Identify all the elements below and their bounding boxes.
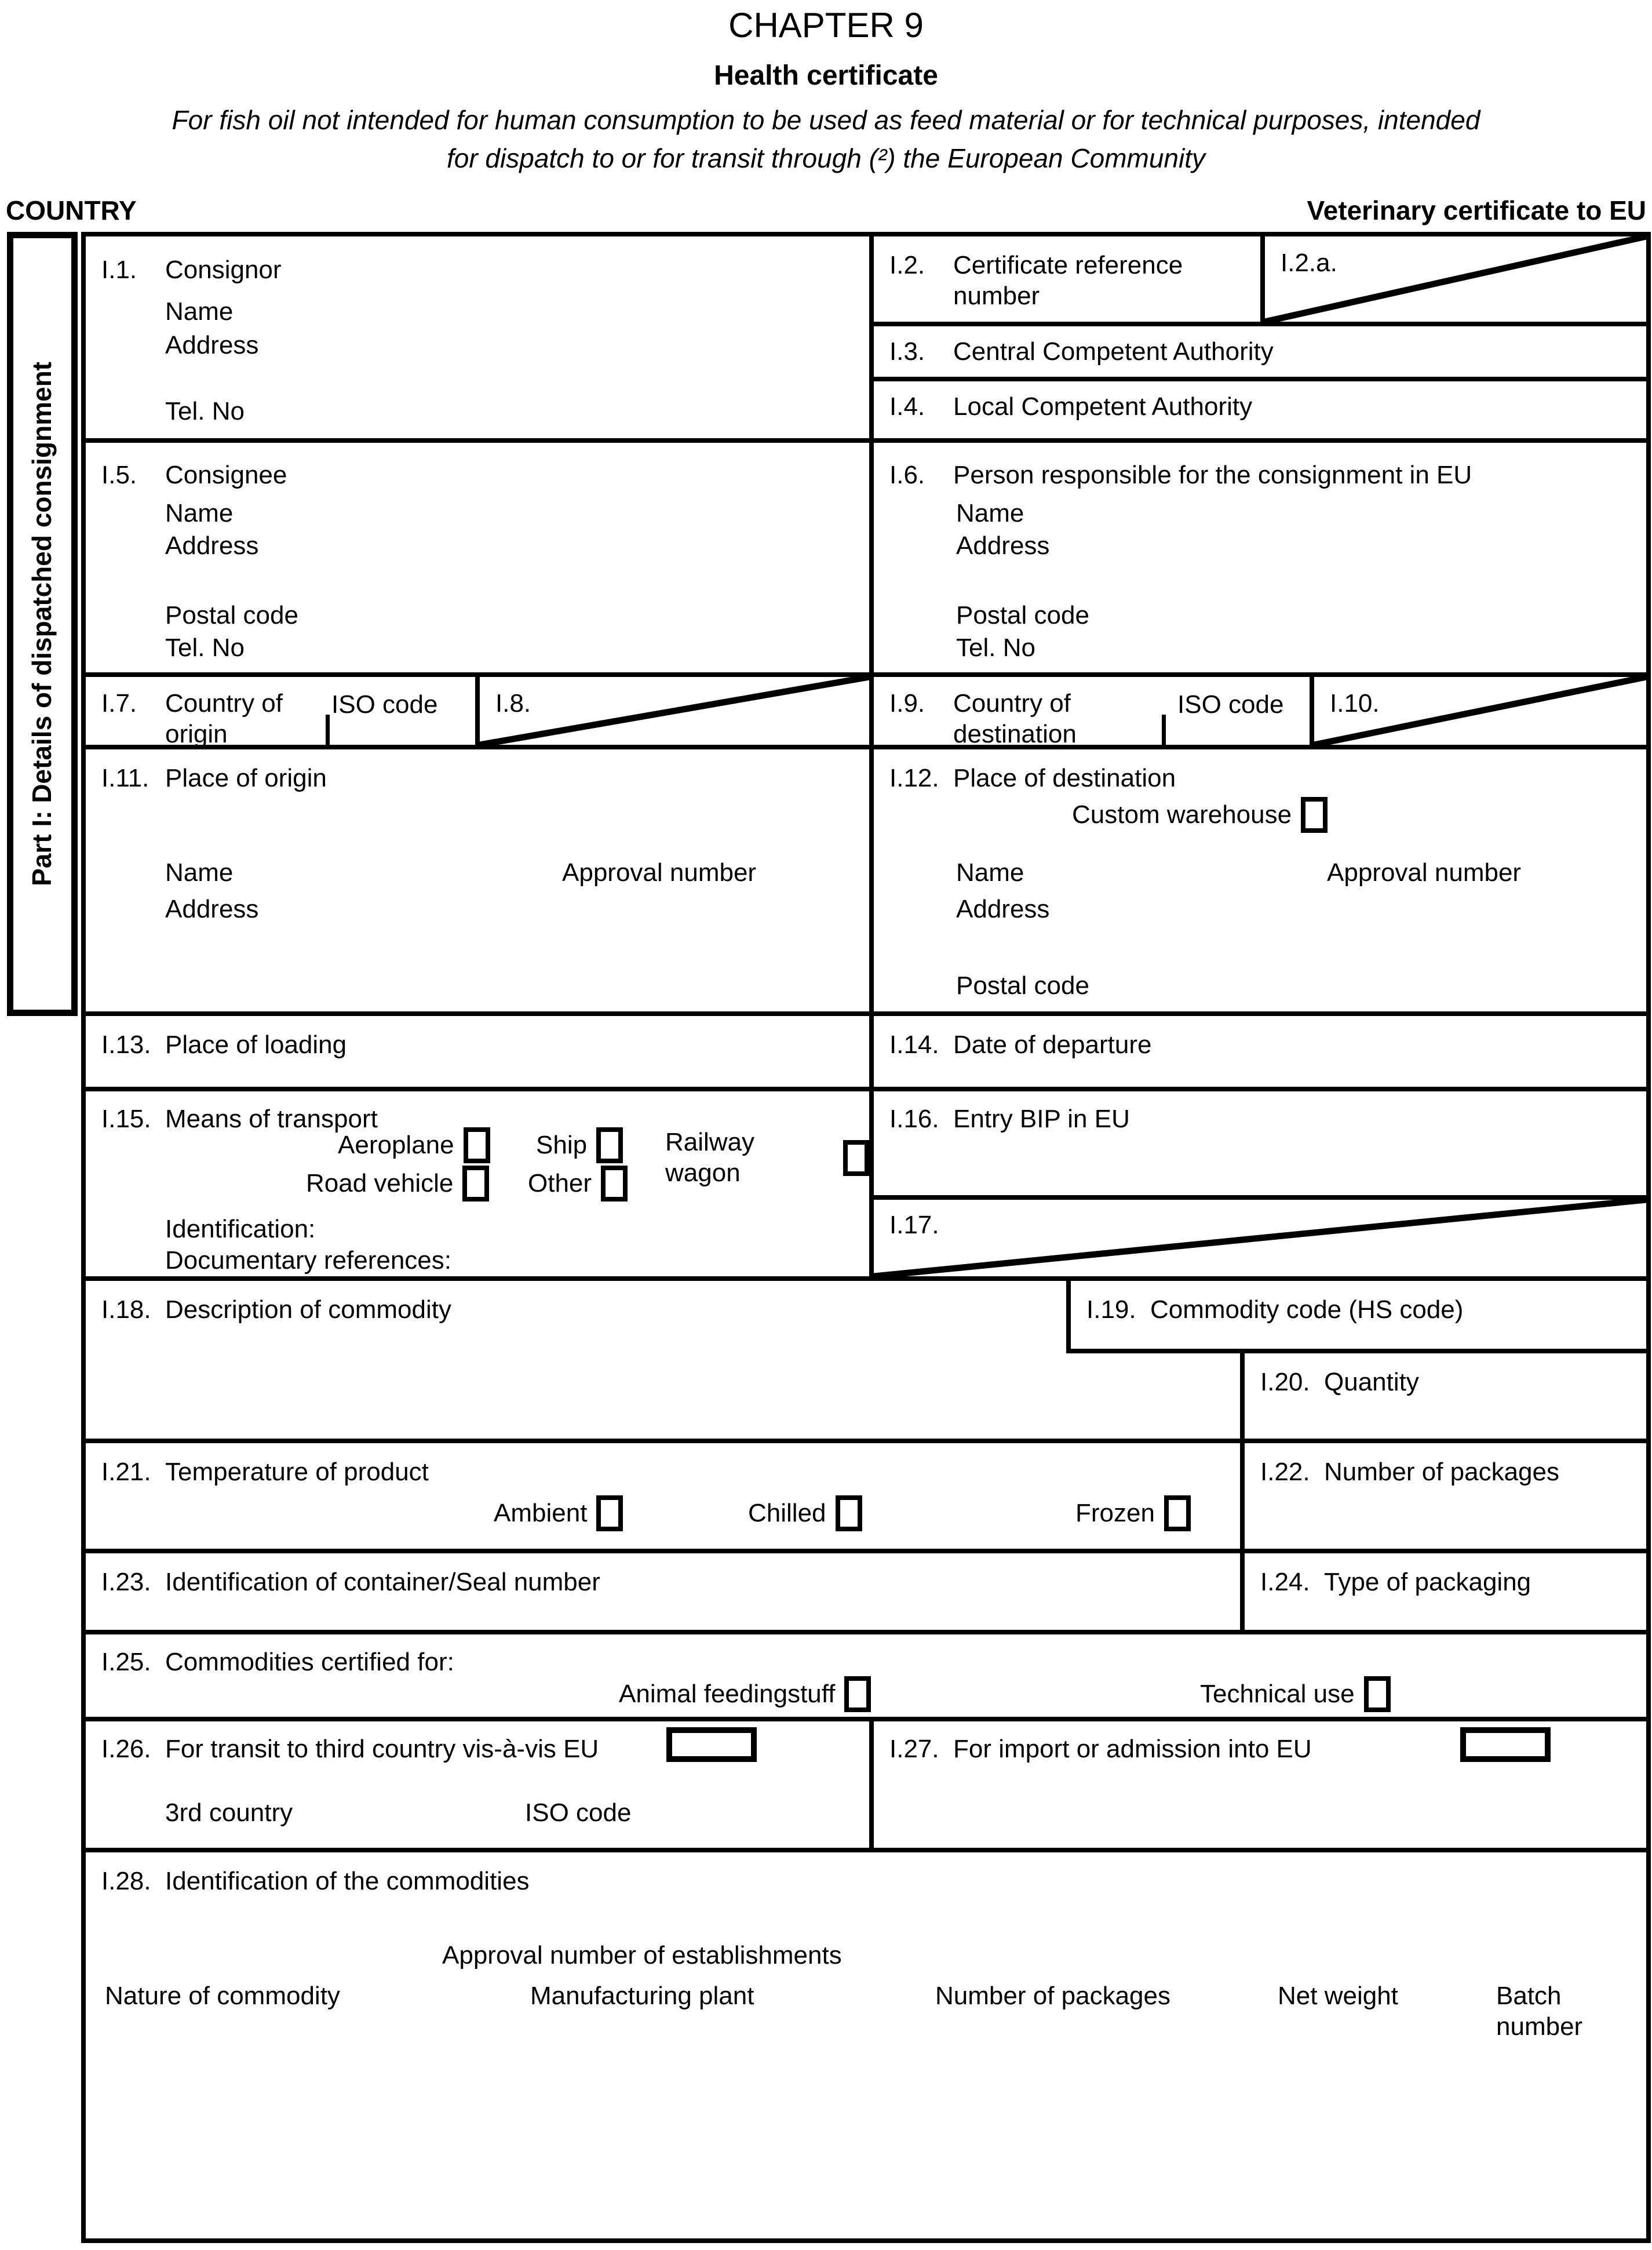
field-number: I.10. xyxy=(1330,689,1380,718)
field-i9-country-of-destination xyxy=(869,672,1314,749)
animal-feedingstuff-label: Animal feedingstuff xyxy=(619,1679,836,1708)
field-number: I.2.a. xyxy=(1281,249,1337,277)
column-nature-of-commodity: Nature of commodity xyxy=(105,1982,340,2010)
custom-warehouse-label: Custom warehouse xyxy=(1072,800,1292,829)
field-number: I.2. xyxy=(889,251,925,279)
field-number: I.14. xyxy=(889,1031,939,1059)
iso-column-tick xyxy=(326,715,330,745)
address-label: Address xyxy=(165,895,259,923)
field-label: For transit to third country vis-à-vis EU xyxy=(165,1735,599,1763)
field-i18-description-of-commodity xyxy=(81,1276,1245,1443)
chilled-label: Chilled xyxy=(748,1498,826,1527)
field-label: Entry BIP in EU xyxy=(953,1105,1130,1133)
iso-column-tick xyxy=(1162,715,1166,745)
ambient-label: Ambient xyxy=(494,1498,588,1527)
ambient-checkbox[interactable] xyxy=(596,1495,623,1531)
field-label: Place of loading xyxy=(165,1031,347,1059)
field-i7-country-of-origin xyxy=(81,672,480,749)
approval-establishments-header: Approval number of establishments xyxy=(442,1941,842,1969)
identification-label: Identification: xyxy=(165,1215,316,1243)
chilled-checkbox[interactable] xyxy=(836,1495,862,1531)
field-number: I.17. xyxy=(889,1211,939,1239)
field-label: Commodities certified for: xyxy=(165,1648,454,1676)
field-i10-struck xyxy=(1310,672,1651,749)
field-i17-struck xyxy=(869,1195,1651,1281)
field-label: Identification of the commodities xyxy=(165,1867,530,1895)
ship-label: Ship xyxy=(536,1130,588,1159)
field-i16-entry-bip xyxy=(869,1087,1651,1200)
part1-sidebar-label: Part I: Details of dispatched consignment xyxy=(27,362,57,886)
tel-label: Tel. No xyxy=(165,634,245,662)
field-label: Person responsible for the consignment in EU xyxy=(953,461,1472,489)
other-checkbox[interactable] xyxy=(601,1166,628,1202)
field-i15-means-of-transport xyxy=(81,1087,874,1281)
field-label: Consignee xyxy=(165,461,287,489)
field-number: I.22. xyxy=(1260,1458,1310,1486)
field-i21-temperature xyxy=(81,1439,1245,1553)
transit-checkbox[interactable] xyxy=(666,1727,757,1762)
custom-warehouse-checkbox[interactable] xyxy=(1301,797,1328,833)
technical-use-label: Technical use xyxy=(1200,1679,1355,1708)
field-number: I.6. xyxy=(889,461,925,489)
field-i2a-struck xyxy=(1260,232,1651,326)
field-number: I.19. xyxy=(1086,1295,1136,1324)
column-manufacturing-plant: Manufacturing plant xyxy=(530,1982,754,2010)
subtitle-line-1: For fish oil not intended for human consumption to be used as feed material or for technical purposes, intended xyxy=(172,105,1480,135)
field-i6-person-responsible xyxy=(869,438,1651,677)
field-label: Country of destination xyxy=(953,689,1077,748)
field-label: Consignor xyxy=(165,256,282,284)
field-i26-transit-third-country xyxy=(81,1717,874,1852)
field-i8-struck xyxy=(475,672,874,749)
iso-code-label: ISO code xyxy=(1177,690,1284,719)
field-i2-certificate-reference xyxy=(869,232,1265,326)
name-label: Name xyxy=(165,858,234,887)
column-batch-number: Batch number xyxy=(1496,1982,1583,2041)
iso-code-label: ISO code xyxy=(331,690,438,719)
name-label: Name xyxy=(956,858,1024,887)
part1-sidebar xyxy=(7,232,78,1016)
field-label: Temperature of product xyxy=(165,1458,429,1486)
field-label: Type of packaging xyxy=(1324,1568,1531,1596)
documentary-references-label: Documentary references: xyxy=(165,1246,451,1275)
field-number: I.12. xyxy=(889,764,939,792)
field-label: Number of packages xyxy=(1324,1458,1559,1486)
approval-number-label: Approval number xyxy=(1327,858,1522,887)
name-label: Name xyxy=(165,297,234,326)
animal-feedingstuff-checkbox[interactable] xyxy=(844,1676,871,1712)
field-i27-import-admission xyxy=(869,1717,1651,1852)
field-i12-place-of-destination xyxy=(869,745,1651,1016)
field-number: I.4. xyxy=(889,392,925,421)
field-number: I.20. xyxy=(1260,1368,1310,1396)
veterinary-certificate-label: Veterinary certificate to EU xyxy=(1307,195,1646,225)
field-number: I.23. xyxy=(101,1568,151,1596)
field-i25-commodities-certified xyxy=(81,1630,1651,1721)
postal-code-label: Postal code xyxy=(956,601,1089,629)
address-label: Address xyxy=(165,331,259,359)
page-title: Health certificate xyxy=(714,60,938,91)
aeroplane-checkbox[interactable] xyxy=(464,1127,490,1163)
field-i28-identification-commodities xyxy=(81,1848,1651,2243)
field-i20-quantity xyxy=(1240,1349,1651,1443)
country-label: COUNTRY xyxy=(6,195,137,225)
aeroplane-label: Aeroplane xyxy=(338,1130,454,1159)
column-number-of-packages: Number of packages xyxy=(935,1982,1170,2010)
field-number: I.1. xyxy=(101,256,137,284)
field-label: Local Competent Authority xyxy=(953,392,1253,421)
railway-wagon-label: Railway wagon xyxy=(665,1128,755,1187)
field-label: Description of commodity xyxy=(165,1295,451,1324)
field-label: Identification of container/Seal number xyxy=(165,1568,600,1596)
frozen-checkbox[interactable] xyxy=(1164,1495,1191,1531)
chapter-heading: CHAPTER 9 xyxy=(728,6,924,45)
field-number: I.18. xyxy=(101,1295,151,1324)
field-i23-container-seal xyxy=(81,1549,1245,1634)
name-label: Name xyxy=(165,499,234,527)
other-label: Other xyxy=(528,1168,592,1197)
field-i5-consignee xyxy=(81,438,874,677)
field-label: Place of origin xyxy=(165,764,327,792)
iso-code-label: ISO code xyxy=(525,1798,632,1827)
address-label: Address xyxy=(165,531,259,560)
name-label: Name xyxy=(956,499,1024,527)
tel-label: Tel. No xyxy=(956,634,1035,662)
technical-use-checkbox[interactable] xyxy=(1364,1676,1391,1712)
field-number: I.28. xyxy=(101,1867,151,1895)
road-vehicle-label: Road vehicle xyxy=(306,1168,454,1197)
road-vehicle-checkbox[interactable] xyxy=(462,1166,489,1202)
field-label: Country of origin xyxy=(165,689,283,748)
field-number: I.26. xyxy=(101,1735,151,1763)
field-i3-central-authority xyxy=(869,322,1651,381)
field-number: I.11. xyxy=(101,764,149,792)
field-label: Certificate reference number xyxy=(953,251,1183,310)
field-label: For import or admission into EU xyxy=(953,1735,1312,1763)
field-i1-consignor xyxy=(81,232,874,443)
field-label: Means of transport xyxy=(165,1105,378,1133)
address-label: Address xyxy=(956,531,1050,560)
field-i24-type-of-packaging xyxy=(1240,1549,1651,1634)
field-number: I.21. xyxy=(101,1458,151,1486)
approval-number-label: Approval number xyxy=(562,858,757,887)
railway-wagon-checkbox[interactable] xyxy=(843,1140,869,1176)
tel-label: Tel. No xyxy=(165,397,245,425)
import-checkbox[interactable] xyxy=(1460,1727,1551,1762)
field-i14-date-of-departure xyxy=(869,1011,1651,1091)
postal-code-label: Postal code xyxy=(956,971,1089,1000)
subtitle-line-2: for dispatch to or for transit through (²) the European Community xyxy=(446,143,1206,173)
field-i4-local-authority xyxy=(869,377,1651,443)
field-i13-place-of-loading xyxy=(81,1011,874,1091)
field-label: Place of destination xyxy=(953,764,1176,792)
field-label: Quantity xyxy=(1324,1368,1419,1396)
field-i11-place-of-origin xyxy=(81,745,874,1016)
field-number: I.7. xyxy=(101,689,137,718)
third-country-label: 3rd country xyxy=(165,1798,293,1827)
field-number: I.9. xyxy=(889,689,925,718)
address-label: Address xyxy=(956,895,1050,923)
frozen-label: Frozen xyxy=(1075,1498,1155,1527)
postal-code-label: Postal code xyxy=(165,601,298,629)
field-label: Date of departure xyxy=(953,1031,1152,1059)
field-number: I.27. xyxy=(889,1735,939,1763)
field-number: I.15. xyxy=(101,1105,151,1133)
field-number: I.3. xyxy=(889,337,925,366)
field-number: I.16. xyxy=(889,1105,939,1133)
column-net-weight: Net weight xyxy=(1278,1982,1398,2010)
field-i22-number-of-packages xyxy=(1240,1439,1651,1553)
field-i19-commodity-code xyxy=(1066,1276,1651,1353)
field-number: I.8. xyxy=(495,689,531,718)
field-label: Commodity code (HS code) xyxy=(1150,1295,1464,1324)
field-number: I.24. xyxy=(1260,1568,1310,1596)
field-number: I.5. xyxy=(101,461,137,489)
field-number: I.25. xyxy=(101,1648,151,1676)
field-label: Central Competent Authority xyxy=(953,337,1274,366)
field-number: I.13. xyxy=(101,1031,151,1059)
ship-checkbox[interactable] xyxy=(596,1127,623,1163)
